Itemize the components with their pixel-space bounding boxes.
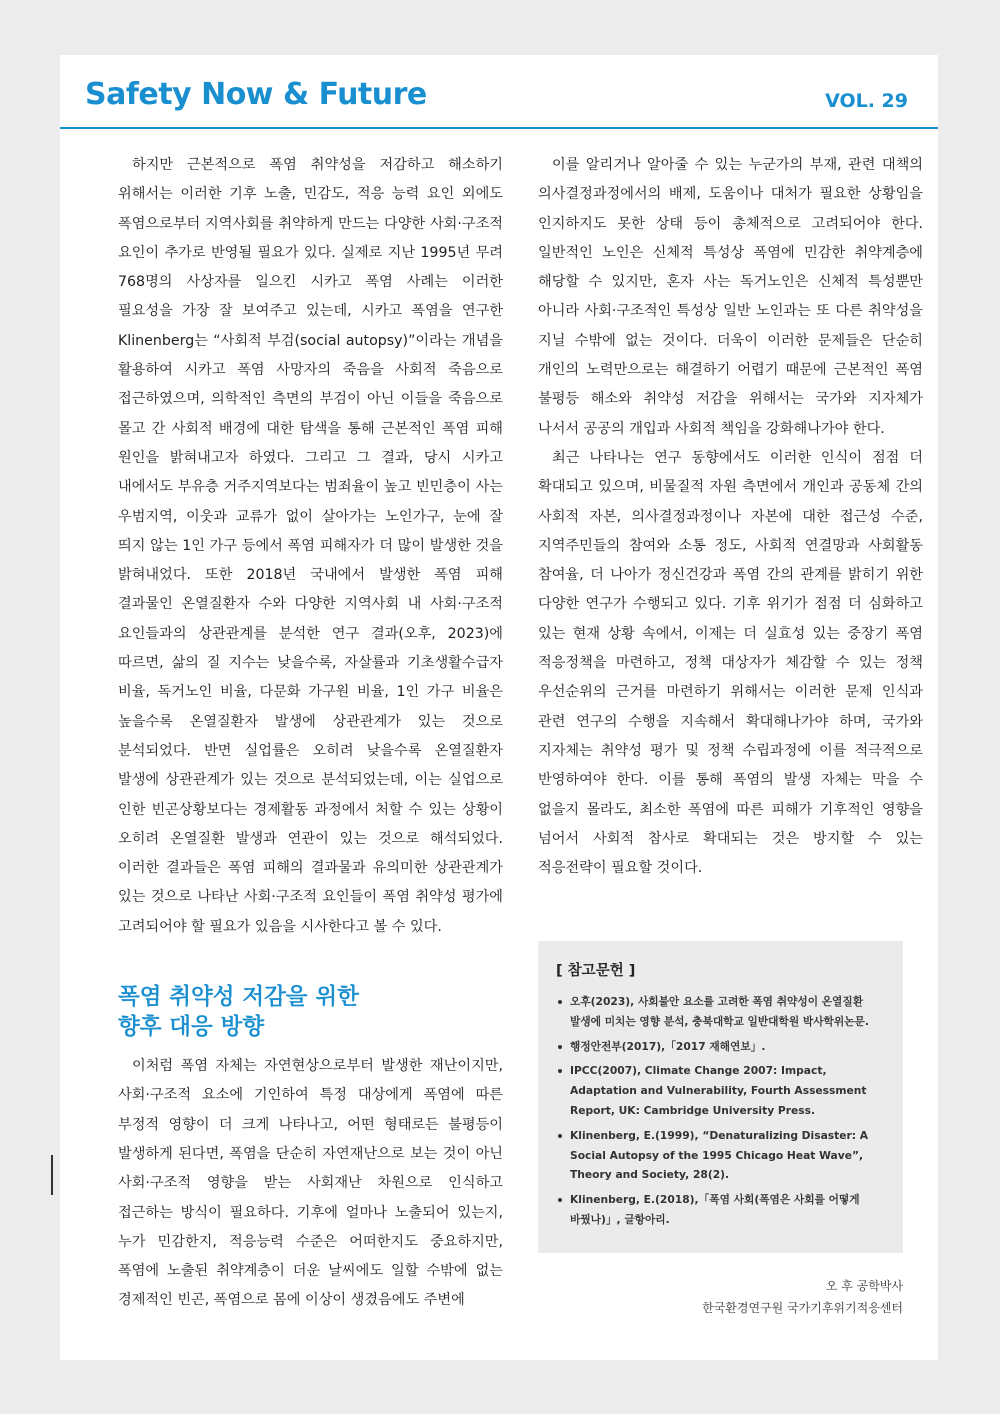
section-heading-line: 향후 대응 방향 xyxy=(118,1014,265,1041)
references-box xyxy=(538,941,903,1253)
author-affiliation: 한국환경연구원 국가기후위기적응센터 xyxy=(702,1301,903,1315)
body-paragraph: 이를 알리거나 알아줄 수 있는 누군가의 부재, 관련 대책의 의사결정과정에서의 배제, 도움이나 대처가 필요한 상황임을 인지하지도 못한 상태 등이 총체적으로 고려되어야 한다. 일반적인 노인은 신체적 특성상 폭염에 민감한 취약계층에 해당할 수 있지만, 혼자 사는 독거노인은 신체적 특성뿐만 아니라 사회·구조적인 특성상 일반 노인과는 또 다른 취약성을 지닐 수밖에 없는 것이다. 더욱이 이러한 문제들은 단순히 개인의 노력만으로는 해결하기 어렵기 때문에 근본적인 폭염 불평등 해소와 취약성 저감을 위해서는 국가와 지자체가 나서서 공공의 개입과 사회적 책임을 강화해나가야 한다. xyxy=(538,157,923,437)
magazine-title: Safety Now & Future xyxy=(85,77,427,112)
reference-item: 오후(2023), 사회불안 요소를 고려한 폭염 취약성이 온열질환 발생에 미치는 영향 분석, 충북대학교 일반대학원 박사학위논문. xyxy=(556,992,885,1032)
margin-mark xyxy=(51,1155,53,1195)
reference-item: Klinenberg, E.(1999), “Denaturalizing Disaster: A Social Autopsy of the 1995 Chicago Heat Wave”, Theory and Society, 28(2). xyxy=(556,1126,885,1185)
section-heading-line: 폭염 취약성 저감을 위한 xyxy=(118,984,359,1011)
reference-item: IPCC(2007), Climate Change 2007: Impact, Adaptation and Vulnerability, Fourth Assessment Report, UK: Cambridge University Press. xyxy=(556,1061,885,1120)
volume-number: VOL. 29 xyxy=(825,90,908,112)
page-header xyxy=(60,55,938,129)
left-column xyxy=(118,151,503,1316)
references-title: [ 참고문헌 ] xyxy=(556,963,636,979)
body-paragraph: 하지만 근본적으로 폭염 취약성을 저감하고 해소하기 위해서는 이러한 기후 노출, 민감도, 적응 능력 요인 외에도 폭염으로부터 지역사회를 취약하게 만드는 다양한 사회·구조적 요인이 추가로 반영될 필요가 있다. 실제로 지난 1995년 무려 768명의 사상자를 일으킨 시카고 폭염 사례는 이러한 필요성을 가장 잘 보여주고 있는데, 시카고 폭염을 연구한 Klinenberg는 “사회적 부검(social autopsy)”이라는 개념을 활용하여 시카고 폭염 사망자의 죽음을 사회적 죽음으로 접근하였으며, 의학적인 측면의 부검이 아닌 이들을 죽음으로 몰고 간 사회적 배경에 대한 탐색을 통해 근본적인 폭염 피해 원인을 밝혀내고자 하였다. 그리고 그 결과, 당시 시카고 내에서도 부유층 거주지역보다는 범죄율이 높고 빈민층이 사는 우범지역, 이웃과 교류가 없이 살아가는 노인가구, 눈에 잘 띄지 않는 1인 가구 등에서 폭염 피해자가 더 많이 발생한 것을 밝혀내었다. 또한 2018년 국내에서 발생한 폭염 피해 결과물인 온열질환자 수와 다양한 지역사회 내 사회·구조적 요인들과의 상관관계를 분석한 연구 결과(오후, 2023)에 따르면, 삶의 질 지수는 낮을수록, 자살률과 기초생활수급자 비율, 독거노인 비율, 다문화 가구원 비율, 1인 가구 비율은 높을수록 온열질환자 발생에 상관관계가 있는 것으로 분석되었다. 반면 실업률은 오히려 낮을수록 온열질환자 발생에 상관관계가 있는 것으로 분석되었는데, 이는 실업으로 인한 빈곤상황보다는 경제활동 과정에서 처할 수 있는 상황이 오히려 온열질환 발생과 연관이 있는 것으로 해석되었다. 이러한 결과들은 폭염 피해의 결과물과 유의미한 상관관계가 있는 것으로 나타난 사회·구조적 요인들이 폭염 취약성 평가에 고려되어야 할 필요가 있음을 시사한다고 볼 수 있다. xyxy=(118,157,503,935)
body-paragraph: 최근 나타나는 연구 동향에서도 이러한 인식이 점점 더 확대되고 있으며, 비물질적 자원 측면에서 개인과 공동체 간의 사회적 자본, 의사결정과정이나 자본에 대한 접근성 수준, 지역주민들의 참여와 소통 정도, 사회적 연결망과 사회활동 참여율, 더 나아가 정신건강과 폭염 간의 관계를 밝히기 위한 다양한 연구가 수행되고 있다. 기후 위기가 점점 더 심화하고 있는 현재 상황 속에서, 이제는 더 실효성 있는 중장기 폭염 적응정책을 마련하고, 정책 대상자가 체감할 수 있는 정책 우선순위의 근거를 마련하기 위해서는 이러한 문제 인식과 관련 연구의 수행을 지속해서 확대해나가야 하며, 국가와 지자체는 취약성 평가 및 정책 수립과정에 이를 적극적으로 반영하여야 한다. 이를 통해 폭염의 발생 자체는 막을 수 없을지 몰라도, 최소한 폭염에 따른 피해가 기후적인 영향을 넘어서 사회적 참사로 확대되는 것은 방지할 수 있는 적응전략이 필요할 것이다. xyxy=(538,449,923,877)
body-paragraph: 이처럼 폭염 자체는 자연현상으로부터 발생한 재난이지만, 사회·구조적 요소에 기인하여 특정 대상에게 폭염에 따른 부정적 영향이 더 크게 나타나고, 어떤 형태로든 불평등이 발생하게 된다면, 폭염을 단순히 자연재난으로 보는 것이 아닌 사회·구조적 영향을 받는 사회재난 차원으로 인식하고 접근하는 방식이 필요하다. 기후에 얼마나 노출되어 있는지, 누가 민감한지, 적응능력 수준은 어떠한지도 중요하지만, 폭염에 노출된 취약계층이 더운 날씨에도 일할 수밖에 없는 경제적인 빈곤, 폭염으로 몸에 이상이 생겼음에도 주변에 xyxy=(118,1058,503,1309)
section-heading xyxy=(118,982,503,1042)
author-name: 오 후 공학박사 xyxy=(825,1279,903,1293)
right-column xyxy=(538,151,923,883)
author-block xyxy=(702,1275,903,1319)
page xyxy=(60,55,938,1360)
reference-item: 행정안전부(2017),「2017 재해연보」. xyxy=(556,1037,885,1057)
references-list xyxy=(556,992,885,1230)
reference-item: Klinenberg, E.(2018),「폭염 사회(폭염은 사회를 어떻게 바꿨나)」, 글항아리. xyxy=(556,1190,885,1230)
